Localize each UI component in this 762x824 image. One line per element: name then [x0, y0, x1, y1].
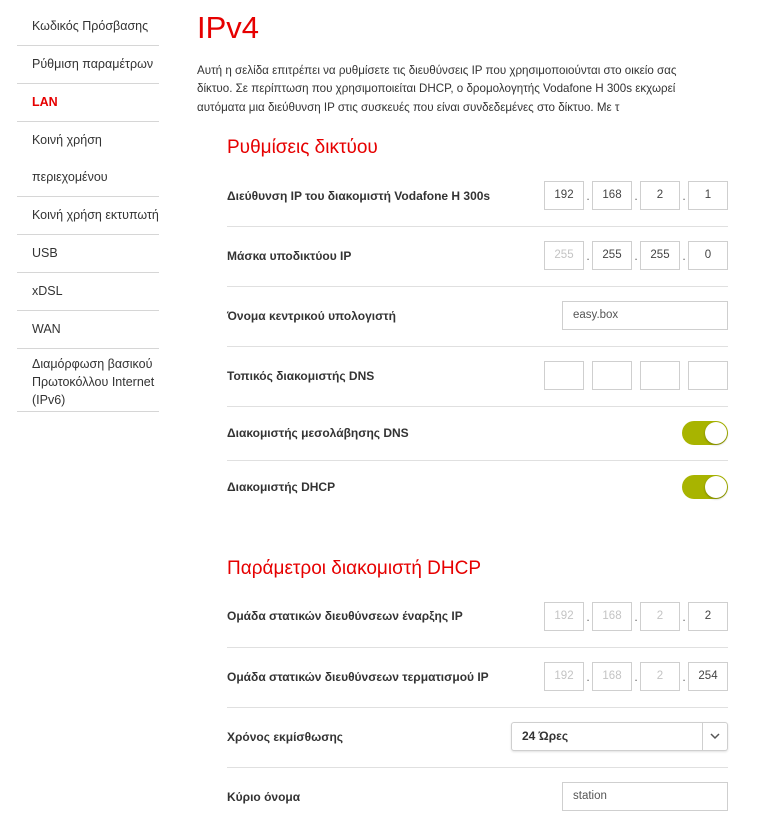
ip-octet-1[interactable]: 192: [544, 181, 584, 210]
sidebar-nav: [17, 8, 159, 412]
sidebar-item-printer-sharing[interactable]: Κοινή χρήση εκτυπωτή: [17, 197, 159, 235]
dot-separator: .: [634, 609, 638, 624]
end-octet-3: 2: [640, 662, 680, 691]
ip-octet-2[interactable]: 168: [592, 181, 632, 210]
end-octet-4[interactable]: 254: [688, 662, 728, 691]
dhcp-server-toggle[interactable]: [682, 475, 728, 499]
dns-octet-1[interactable]: [544, 361, 584, 390]
dot-separator: .: [634, 248, 638, 263]
end-octet-2: 168: [592, 662, 632, 691]
dns-proxy-row: [227, 406, 728, 461]
router-ip-input: [544, 181, 728, 210]
sidebar-item-lan[interactable]: LAN: [17, 84, 159, 122]
dot-separator: .: [634, 188, 638, 203]
dot-separator: .: [682, 188, 686, 203]
mask-octet-3[interactable]: 255: [640, 241, 680, 270]
mask-octet-2[interactable]: 255: [592, 241, 632, 270]
main-content: [197, 0, 737, 117]
dns-proxy-label: Διακομιστής μεσολάβησης DNS: [227, 426, 409, 440]
dns-octet-2[interactable]: [592, 361, 632, 390]
dot-separator: .: [586, 248, 590, 263]
lease-time-label: Χρόνος εκμίσθωσης: [227, 730, 344, 744]
hostname-input[interactable]: easy.box: [562, 301, 728, 330]
dhcp-end-input: [544, 662, 728, 691]
start-octet-2: 168: [592, 602, 632, 631]
sidebar-item-content-sharing[interactable]: Κοινή χρήση: [32, 133, 102, 147]
sidebar-item-wan[interactable]: WAN: [17, 311, 159, 349]
domain-name-input[interactable]: station: [562, 782, 728, 811]
subnet-mask-row: [227, 226, 728, 287]
dot-separator: .: [586, 188, 590, 203]
dot-separator: .: [682, 669, 686, 684]
dhcp-params-title: Παράμετροι διακομιστή DHCP: [227, 558, 481, 579]
mask-octet-1: 255: [544, 241, 584, 270]
ip-octet-3[interactable]: 2: [640, 181, 680, 210]
sidebar-item-ipv6[interactable]: Διαμόρφωση βασικού Πρωτοκόλλου Internet (IPv6): [17, 349, 159, 412]
intro-text: Αυτή η σελίδα επιτρέπει να ρυθμίσετε τις διευθύνσεις IP που χρησιμοποιούνται στο οικείο σας δίκτυο. Σε περίπτωση που χρησιμοποιείται DHCP, ο δρομολογητής Vodafone H 300s εκχωρεί αυτόματα μια διεύθυνση IP στις συσκευές που είναι συνδεδεμένες στο δίκτυο. Με τ: [197, 64, 677, 114]
mask-octet-4[interactable]: 0: [688, 241, 728, 270]
local-dns-row: [227, 346, 728, 407]
router-ip-label: Διεύθυνση IP του διακομιστή Vodafone H 300s: [227, 189, 491, 203]
local-dns-input: [544, 361, 728, 390]
dhcp-server-row: [227, 460, 728, 514]
network-settings-title: Ρυθμίσεις δικτύου: [227, 137, 378, 158]
dhcp-start-row: [227, 588, 728, 648]
dns-octet-3[interactable]: [640, 361, 680, 390]
dhcp-start-input: [544, 602, 728, 631]
local-dns-label: Τοπικός διακομιστής DNS: [227, 369, 375, 383]
subnet-mask-label: Μάσκα υποδικτύου IP: [227, 249, 352, 263]
page-title: IPv4: [197, 10, 260, 45]
start-octet-1: 192: [544, 602, 584, 631]
chevron-down-icon: [702, 723, 727, 750]
start-octet-4[interactable]: 2: [688, 602, 728, 631]
start-octet-3: 2: [640, 602, 680, 631]
dot-separator: .: [586, 669, 590, 684]
domain-name-label: Κύριο όνομα: [227, 790, 301, 804]
toggle-knob: [705, 476, 727, 498]
dhcp-end-row: [227, 647, 728, 708]
sidebar-item-content-sharing-cont[interactable]: περιεχομένου: [17, 159, 159, 197]
lease-time-select[interactable]: [511, 722, 728, 751]
toggle-knob: [705, 422, 727, 444]
sidebar-item-settings[interactable]: Ρύθμιση παραμέτρων: [17, 46, 159, 84]
dns-proxy-toggle[interactable]: [682, 421, 728, 445]
end-octet-1: 192: [544, 662, 584, 691]
dns-octet-4[interactable]: [688, 361, 728, 390]
sidebar-item-xdsl[interactable]: xDSL: [17, 273, 159, 311]
dot-separator: .: [682, 248, 686, 263]
lease-time-row: [227, 707, 728, 768]
dot-separator: .: [586, 609, 590, 624]
dot-separator: .: [634, 669, 638, 684]
dhcp-server-label: Διακομιστής DHCP: [227, 480, 336, 494]
lease-time-value: 24 Ώρες: [522, 729, 569, 743]
subnet-mask-input: [544, 241, 728, 270]
dhcp-end-label: Ομάδα στατικών διευθύνσεων τερματισμού IP: [227, 670, 489, 684]
sidebar-item-usb[interactable]: USB: [17, 235, 159, 273]
dhcp-start-label: Ομάδα στατικών διευθύνσεων έναρξης IP: [227, 609, 463, 623]
hostname-label: Όνομα κεντρικού υπολογιστή: [227, 309, 396, 323]
sidebar-item-password[interactable]: Κωδικός Πρόσβασης: [17, 8, 159, 46]
router-ip-row: [227, 166, 728, 227]
domain-name-row: [227, 767, 728, 823]
hostname-row: [227, 286, 728, 347]
ip-octet-4[interactable]: 1: [688, 181, 728, 210]
dot-separator: .: [682, 609, 686, 624]
